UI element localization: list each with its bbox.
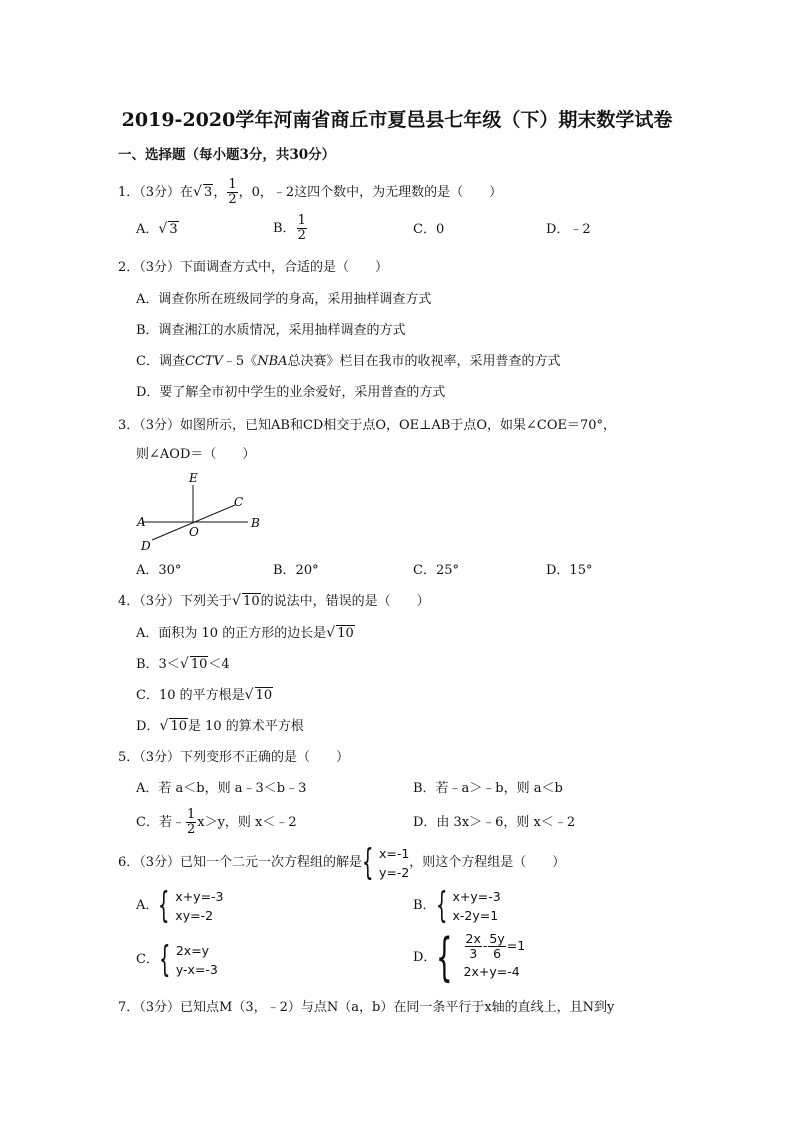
equation-system: { x+y=-3 x-2y=1 bbox=[435, 884, 501, 926]
geometry-diagram bbox=[132, 468, 272, 558]
question-7-stem: 7．（3分）已知点M（3，﹣2）与点N（a，b）在同一条平行于x轴的直线上，且N到y bbox=[118, 1000, 615, 1015]
label-d: D bbox=[141, 539, 151, 553]
label-c: C bbox=[234, 495, 244, 509]
label-b: B bbox=[251, 516, 260, 530]
question-4-stem: 4．（3分）下列关于√ 10的说法中，错误的是（ ） bbox=[118, 594, 430, 610]
q5-option-b[interactable]: B．若﹣a＞﹣b，则 a＜b bbox=[413, 781, 563, 796]
section-heading: 一、选择题（每小题3分，共30分） bbox=[118, 147, 336, 163]
label-o: O bbox=[189, 525, 199, 539]
sqrt-expr: √ 10 bbox=[326, 626, 355, 642]
question-3-stem-cont: 则∠AOD＝（ ） bbox=[136, 447, 256, 462]
sqrt-expr: √ 10 bbox=[180, 657, 209, 673]
question-3-stem: 3．（3分）如图所示，已知AB和CD相交于点O，OE⊥AB于点O，如果∠COE＝70°， bbox=[118, 418, 617, 433]
q4-option-a[interactable]: A．面积为 10 的正方形的边长是√ 10 bbox=[136, 626, 355, 642]
q6-option-a[interactable]: A． { x+y=-3 xy=-2 bbox=[136, 884, 224, 926]
q2-option-d[interactable]: D．要了解全市初中学生的业余爱好，采用普查的方式 bbox=[136, 385, 446, 400]
equation-system: { x+y=-3 xy=-2 bbox=[158, 884, 224, 926]
question-6-stem: 6．（3分）已知一个二元一次方程组的解是 { x=-1 y=-2 ，则这个方程组是（ ） bbox=[118, 841, 566, 883]
q1-option-c[interactable]: C．0 bbox=[413, 222, 445, 237]
label-e: E bbox=[189, 471, 198, 485]
q5-option-a[interactable]: A．若 a＜b，则 a﹣3＜b﹣3 bbox=[136, 781, 307, 796]
q2-option-b[interactable]: B．调查湘江的水质情况，采用抽样调查的方式 bbox=[136, 323, 406, 338]
q1-option-d[interactable]: D．﹣2 bbox=[546, 222, 591, 237]
q1-option-a[interactable]: A．√ 3 bbox=[136, 222, 179, 238]
question-1-stem: 1．（3分）在√ 3， $\frac{1}{2}$ ，0，﹣2这四个数中，为无理数的是（ ） bbox=[118, 178, 502, 207]
sqrt-expr: √ 10 bbox=[232, 594, 261, 610]
q3-option-d[interactable]: D．15° bbox=[546, 563, 593, 578]
question-2-stem: 2．（3分）下面调查方式中，合适的是（ ） bbox=[118, 260, 389, 275]
q3-option-c[interactable]: C．25° bbox=[413, 563, 459, 578]
q6-option-b[interactable]: B． { x+y=-3 x-2y=1 bbox=[413, 884, 501, 926]
q6-option-d[interactable]: D． { $\frac{2x}{3}$ - $\frac{5y}{6}$ =1 2x+y=-4 bbox=[413, 927, 526, 988]
q5-option-d[interactable]: D．由 3x＞﹣6，则 x＜﹣2 bbox=[413, 815, 576, 830]
q2-option-a[interactable]: A．调查你所在班级同学的身高，采用抽样调查方式 bbox=[136, 292, 432, 307]
equation-system: { $\frac{2x}{3}$ - $\frac{5y}{6}$ =1 2x+y=-4 bbox=[436, 927, 526, 988]
q4-option-b[interactable]: B．3＜√ 10＜4 bbox=[136, 657, 230, 673]
sqrt-expr: √ 10 bbox=[245, 688, 274, 704]
q6-option-c[interactable]: C． { 2x=y y-x=-3 bbox=[136, 938, 218, 980]
sqrt-expr: √ 3 bbox=[158, 222, 178, 238]
q3-option-b[interactable]: B．20° bbox=[273, 563, 319, 578]
fraction: $\frac{1}{2}$ bbox=[297, 213, 306, 243]
fraction: $\frac{1}{2}$ bbox=[186, 807, 196, 837]
sqrt-expr: √ 10 bbox=[159, 719, 188, 735]
solution-system: { x=-1 y=-2 bbox=[362, 841, 410, 883]
q4-option-d[interactable]: D．√ 10是 10 的算术平方根 bbox=[136, 719, 304, 735]
q2-option-c[interactable]: C．调查CCTV﹣5《NBA总决赛》栏目在我市的收视率，采用普查的方式 bbox=[136, 354, 561, 369]
q4-option-c[interactable]: C．10 的平方根是√ 10 bbox=[136, 688, 273, 704]
q5-option-c[interactable]: C．若﹣ $\frac{1}{2}$ x＞y，则 x＜﹣2 bbox=[136, 807, 297, 837]
q1-option-b[interactable]: B． $\frac{1}{2}$ bbox=[273, 213, 306, 243]
label-a: A bbox=[137, 515, 146, 529]
q3-option-a[interactable]: A．30° bbox=[136, 563, 182, 578]
question-5-stem: 5．（3分）下列变形不正确的是（ ） bbox=[118, 750, 350, 765]
fraction: $\frac{1}{2}$ bbox=[228, 177, 237, 207]
equation-system: { 2x=y y-x=-3 bbox=[158, 938, 218, 980]
sqrt-expr: √ 3 bbox=[193, 185, 213, 201]
page-title: 2019-2020学年河南省商丘市夏邑县七年级（下）期末数学试卷 bbox=[121, 109, 673, 131]
